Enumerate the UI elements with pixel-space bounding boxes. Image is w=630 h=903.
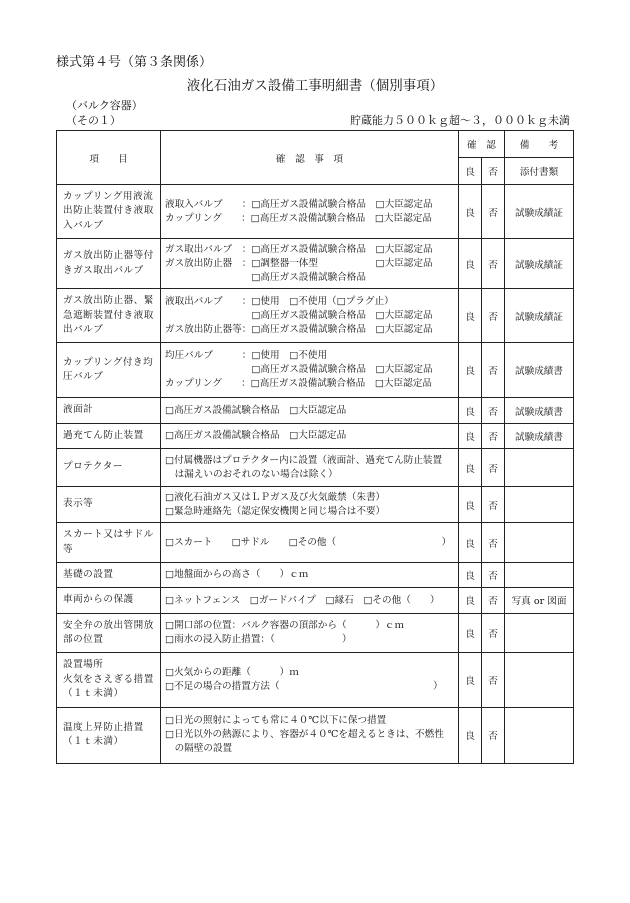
confirm-ng-cell: 否 xyxy=(482,588,505,613)
row-item-line: 車両からの保護 xyxy=(63,594,134,606)
row-item xyxy=(57,523,161,563)
attachment-cell: 試験成績書 xyxy=(505,398,574,423)
confirm-ng-cell: 否 xyxy=(482,653,505,707)
check-line: □日光以外の熱源により、容器が４０℃を超えるときは、不燃性 xyxy=(165,729,444,741)
check-line: □付属機器はプロテクター内に設置（液面計、過充てん防止装置 xyxy=(165,454,443,466)
row-item-line: 基礎の設置 xyxy=(63,568,114,580)
confirm-ok-cell: 良 xyxy=(459,588,482,613)
row-check-details xyxy=(161,185,459,239)
attachment-cell xyxy=(505,562,574,587)
confirm-ok-cell: 良 xyxy=(459,239,482,289)
check-line: □日光の照射によっても常に４０℃以下に保つ措置 xyxy=(165,715,387,727)
row-item xyxy=(57,588,161,613)
row-item xyxy=(57,343,161,398)
table-row xyxy=(57,707,574,763)
check-line: □ネットフェンス □ガードパイプ □縁石 □その他（ ） xyxy=(165,594,440,606)
check-line: □スカート □サドル □その他（ ） xyxy=(165,536,452,548)
confirm-ng-cell: 否 xyxy=(482,613,505,653)
row-check-details xyxy=(161,449,459,487)
check-line: □高圧ガス設備試験合格品 □大臣認定品 xyxy=(165,309,433,321)
table-row xyxy=(57,185,574,239)
check-line: □高圧ガス設備試験合格品 □大臣認定品 xyxy=(165,364,433,376)
confirm-ng-cell: 否 xyxy=(482,185,505,239)
table-row xyxy=(57,423,574,448)
attachment-cell: 試験成績書 xyxy=(505,343,574,398)
header-ng: 否 xyxy=(482,158,505,185)
table-row xyxy=(57,398,574,423)
check-line: カップリング ：□高圧ガス設備試験合格品 □大臣認定品 xyxy=(165,378,432,390)
row-check-details xyxy=(161,423,459,448)
row-item-line: 安全弁の放出管開放部の位置 xyxy=(63,619,154,646)
confirm-ng-cell: 否 xyxy=(482,398,505,423)
confirm-ng-cell: 否 xyxy=(482,523,505,563)
check-line: ガス取出バルブ ：□高圧ガス設備試験合格品 □大臣認定品 xyxy=(165,243,433,255)
check-line: □高圧ガス設備試験合格品 □大臣認定品 xyxy=(165,404,347,416)
check-line: □地盤面からの高さ（ ）ｃｍ xyxy=(165,569,309,581)
row-check-details xyxy=(161,523,459,563)
row-item-line: 設置場所 xyxy=(63,659,104,671)
attachment-cell: 試験成績証 xyxy=(505,185,574,239)
sequence-label: （その１） xyxy=(66,114,121,127)
row-item-line: 表示等 xyxy=(63,498,94,510)
attachment-cell xyxy=(505,653,574,707)
attachment-cell: 試験成績証 xyxy=(505,289,574,343)
check-line: □不足の場合の措置方法（ ） xyxy=(165,681,443,693)
check-line: 液取出バルブ ：□使用 □不使用（□プラグ止） xyxy=(165,295,394,307)
container-type: （バルク容器） xyxy=(66,99,143,112)
check-line: ガス放出防止器等：□高圧ガス設備試験合格品 □大臣認定品 xyxy=(165,323,433,335)
row-item-line: （１ｔ未満） xyxy=(63,688,124,700)
header-check-items: 確 認 事 項 xyxy=(161,131,459,185)
attachment-cell xyxy=(505,523,574,563)
check-line: □火気からの距離（ ）ｍ xyxy=(165,667,299,679)
row-item xyxy=(57,289,161,343)
check-line: □高圧ガス設備試験合格品 □大臣認定品 xyxy=(165,429,347,441)
check-line: の隔壁の設置 xyxy=(165,743,233,755)
row-check-details xyxy=(161,398,459,423)
confirm-ng-cell: 否 xyxy=(482,289,505,343)
confirm-ok-cell: 良 xyxy=(459,289,482,343)
confirm-ng-cell: 否 xyxy=(482,562,505,587)
table-row xyxy=(57,523,574,563)
confirm-ok-cell: 良 xyxy=(459,185,482,239)
table-row xyxy=(57,588,574,613)
table-row xyxy=(57,653,574,707)
row-item xyxy=(57,239,161,289)
check-line: □液化石油ガス又はＬＰガス及び火気厳禁（朱書） xyxy=(165,491,386,503)
table-row xyxy=(57,562,574,587)
confirm-ng-cell: 否 xyxy=(482,449,505,487)
check-line: 液取入バルブ ：□高圧ガス設備試験合格品 □大臣認定品 xyxy=(165,198,433,210)
row-check-details xyxy=(161,487,459,523)
table-row xyxy=(57,449,574,487)
check-line: □開口部の位置：バルク容器の頂部から（ ）ｃｍ xyxy=(165,620,405,632)
confirm-ng-cell: 否 xyxy=(482,487,505,523)
row-check-details xyxy=(161,289,459,343)
attachment-cell: 試験成績証 xyxy=(505,239,574,289)
header-ok: 良 xyxy=(459,158,482,185)
table-row xyxy=(57,289,574,343)
row-check-details xyxy=(161,707,459,763)
row-item-line: スカート又はサドル等 xyxy=(63,529,154,555)
row-check-details xyxy=(161,239,459,289)
document-title: 液化石油ガス設備工事明細書（個別事項） xyxy=(186,78,444,94)
table-row xyxy=(57,343,574,398)
detail-table xyxy=(56,130,574,764)
header-remarks: 備 考 xyxy=(505,131,574,158)
form-number: 様式第４号（第３条関係） xyxy=(56,55,213,70)
check-line: ガス放出防止器 ：□調整器一体型 □大臣認定品 xyxy=(165,257,433,269)
table-row xyxy=(57,613,574,653)
table-row xyxy=(57,239,574,289)
row-check-details xyxy=(161,588,459,613)
attachment-cell: 試験成績書 xyxy=(505,423,574,448)
row-item-line: ガス放出防止器等付きガス取出バルブ xyxy=(63,250,154,276)
confirm-ok-cell: 良 xyxy=(459,343,482,398)
check-line: □雨水の浸入防止措置：（ ） xyxy=(165,634,352,646)
row-item xyxy=(57,562,161,587)
capacity-label: 貯蔵能力５００ｋｇ超～３，０００ｋｇ未満 xyxy=(350,114,570,127)
row-item xyxy=(57,487,161,523)
confirm-ng-cell: 否 xyxy=(482,423,505,448)
row-item-line: 温度上昇防止措置 xyxy=(63,721,144,733)
row-item xyxy=(57,449,161,487)
header-confirm: 確 認 xyxy=(459,131,505,158)
row-item-line: ガス放出防止器、緊急遮断装置付き液取出バルブ xyxy=(63,295,154,335)
row-item xyxy=(57,707,161,763)
row-item-line: 火気をさえぎる措置 xyxy=(63,673,154,685)
row-item xyxy=(57,423,161,448)
row-item xyxy=(57,613,161,653)
confirm-ng-cell: 否 xyxy=(482,343,505,398)
header-row xyxy=(57,131,574,158)
header-item: 項 目 xyxy=(57,131,161,185)
check-line: は漏えいのおそれのない場合は除く） xyxy=(165,468,338,480)
attachment-cell xyxy=(505,449,574,487)
attachment-cell: 写真 or 図面 xyxy=(505,588,574,613)
attachment-cell xyxy=(505,613,574,653)
confirm-ok-cell: 良 xyxy=(459,449,482,487)
confirm-ng-cell: 否 xyxy=(482,707,505,763)
confirm-ok-cell: 良 xyxy=(459,487,482,523)
attachment-cell xyxy=(505,707,574,763)
row-check-details xyxy=(161,653,459,707)
check-line: カップリング ：□高圧ガス設備試験合格品 □大臣認定品 xyxy=(165,212,432,224)
check-line: 均圧バルブ ：□使用 □不使用 xyxy=(165,350,328,362)
row-item xyxy=(57,653,161,707)
attachment-cell xyxy=(505,487,574,523)
check-line: □高圧ガス設備試験合格品 xyxy=(165,271,366,283)
row-item xyxy=(57,398,161,423)
row-item-line: （１ｔ未満） xyxy=(63,736,124,748)
check-line: □緊急時連絡先（認定保安機関と同じ場合は不要） xyxy=(165,505,386,517)
header-attachments: 添付書類 xyxy=(505,158,574,185)
confirm-ok-cell: 良 xyxy=(459,613,482,653)
confirm-ok-cell: 良 xyxy=(459,562,482,587)
row-check-details xyxy=(161,562,459,587)
row-item xyxy=(57,185,161,239)
table-row xyxy=(57,487,574,523)
row-item-line: 液面計 xyxy=(63,404,94,416)
row-item-line: プロテクター xyxy=(63,461,123,473)
confirm-ok-cell: 良 xyxy=(459,523,482,563)
row-item-line: カップリング用液流出防止装置付き液取入バルブ xyxy=(63,191,154,231)
row-item-line: カップリング付き均圧バルブ xyxy=(63,356,154,383)
row-check-details xyxy=(161,613,459,653)
confirm-ok-cell: 良 xyxy=(459,707,482,763)
row-item-line: 過充てん防止装置 xyxy=(63,429,144,441)
confirm-ok-cell: 良 xyxy=(459,423,482,448)
confirm-ok-cell: 良 xyxy=(459,653,482,707)
confirm-ok-cell: 良 xyxy=(459,398,482,423)
confirm-ng-cell: 否 xyxy=(482,239,505,289)
row-check-details xyxy=(161,343,459,398)
